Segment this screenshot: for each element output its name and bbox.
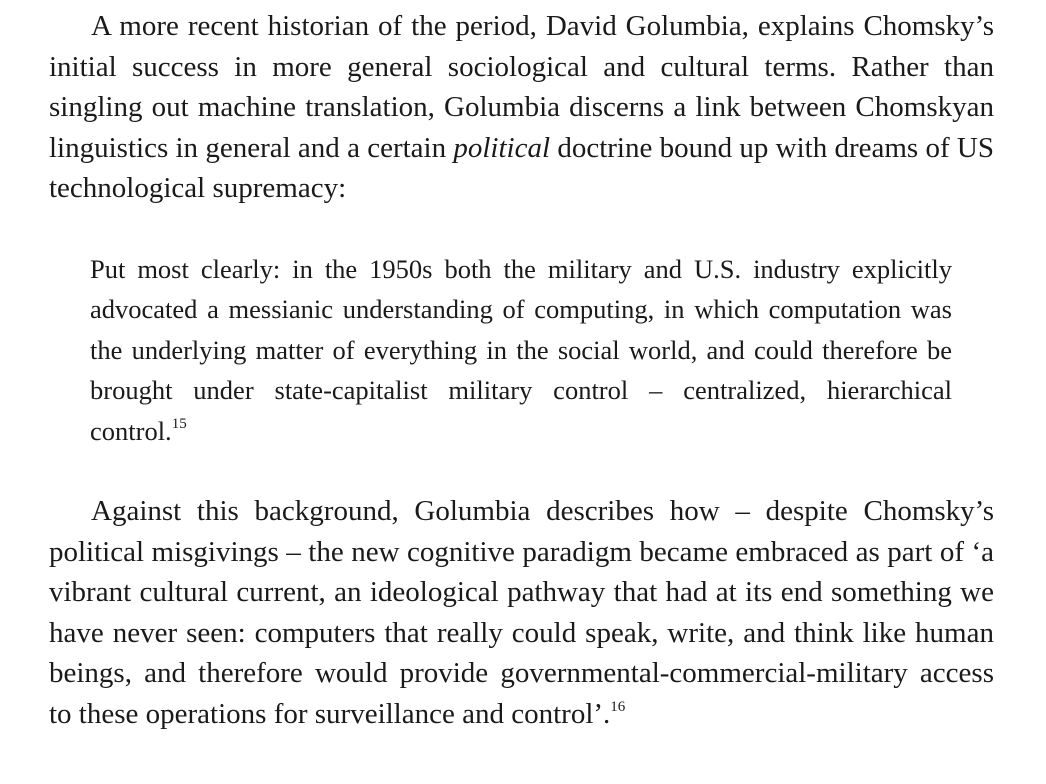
page-text: [49, 6, 994, 734]
paragraph-1-text-end: doctrine bound up with dreams of US technological supremacy:: [49, 131, 994, 204]
footnote-marker-16: 16: [610, 698, 626, 715]
paragraph-1-italic-word: political: [453, 131, 551, 164]
block-quote: [49, 249, 994, 452]
block-quote-text: Put most clearly: in the 1950s both the military and U.S. industry explicitly advocated a messianic understanding of computing, in which computation was the underlying matter of everything in the social world, and could therefore be brought under state-capitalist military control – centralized, hierarchical control.: [90, 253, 952, 446]
paragraph-2: [49, 491, 994, 734]
paragraph-2-text: Against this background, Golumbia describes how – despite Chomsky’s political misgivings – the new cognitive paradigm became embraced as part of ‘a vibrant cultural current, an ideological pathway that had at its end something we have never seen: computers that really could speak, write, and think like human beings, and therefore would provide governmental-commercial-military access to these operations for surveillance and control’.: [49, 495, 994, 730]
footnote-marker-15: 15: [171, 415, 187, 432]
paragraph-1-text-start: A more recent historian of the period, David Golumbia, explains Chomsky’s initial success in more general sociological and cultural terms. Rather than singling out machine translation, Golumbia discerns a link between Chomskyan linguistics in general and a certain: [49, 10, 994, 164]
paragraph-1: [49, 6, 994, 209]
